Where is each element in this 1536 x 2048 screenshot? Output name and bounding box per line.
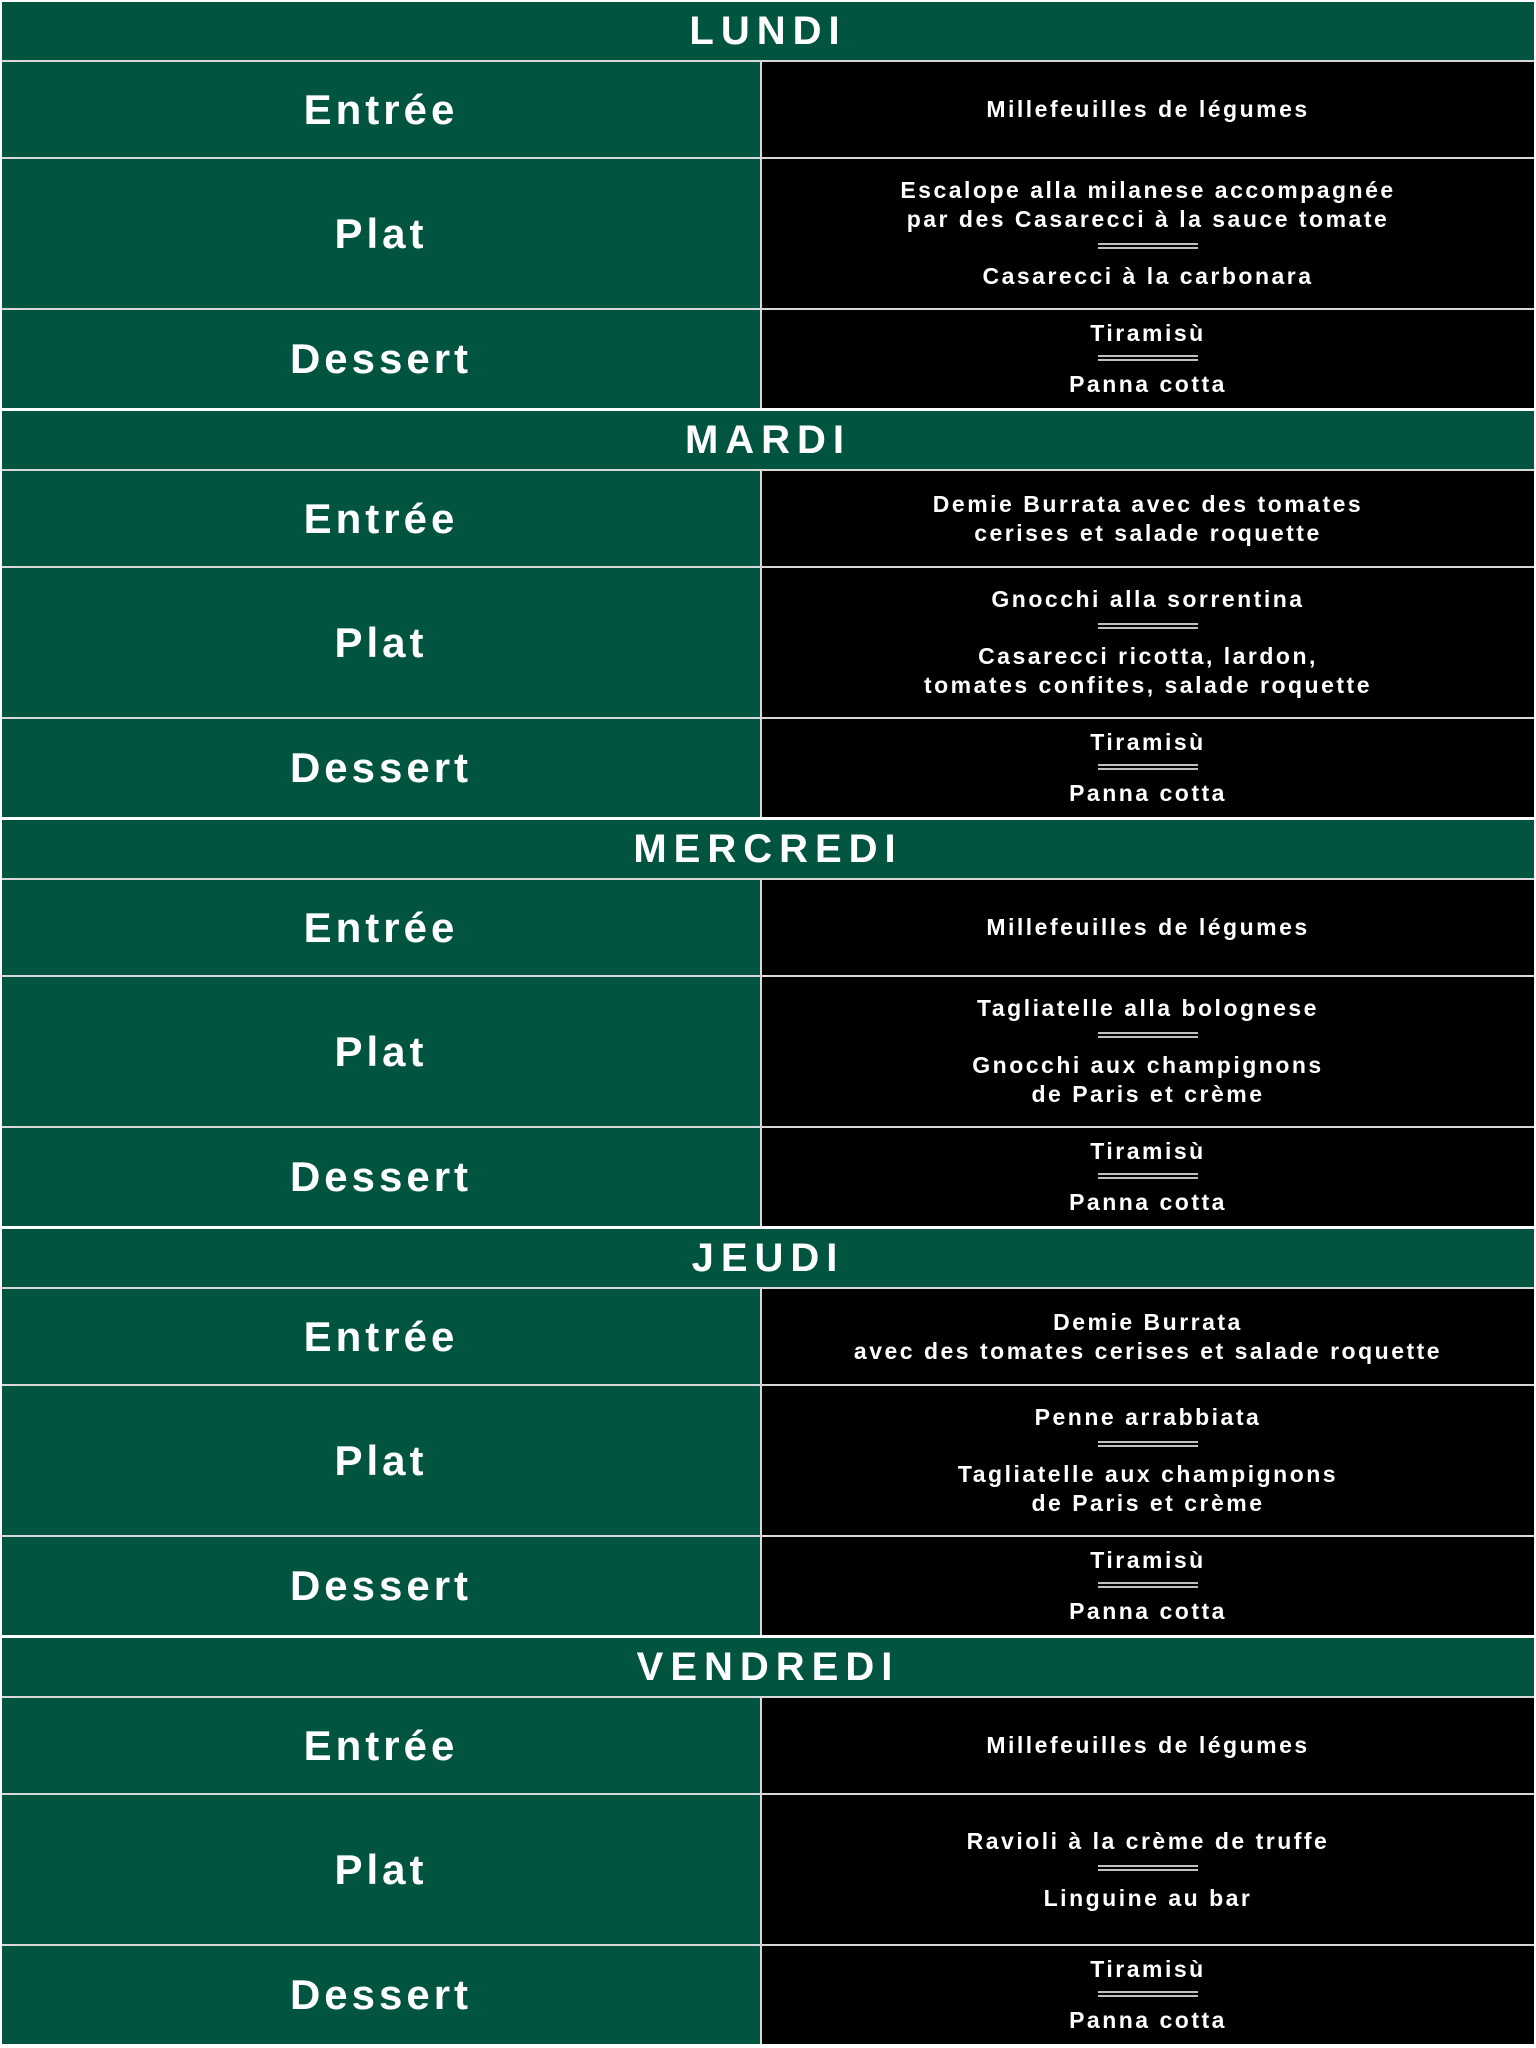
- day-title: MARDI: [2, 411, 1534, 471]
- course-dishes: [762, 568, 1534, 717]
- course-row: [2, 719, 1534, 817]
- dish-name: Tagliatelle aux champignons de Paris et crème: [957, 1461, 1339, 1516]
- dish-name: Panna cotta: [1069, 371, 1227, 397]
- course-row: [2, 977, 1534, 1128]
- day-section-4: [2, 1638, 1534, 2046]
- dish-name: Demie Burrata avec des tomates cerises et salade roquette: [853, 1308, 1443, 1364]
- double-line-divider: [1098, 764, 1198, 770]
- double-line-divider: [1098, 1865, 1198, 1871]
- double-line-divider: [1098, 1582, 1198, 1588]
- course-label: Plat: [2, 977, 762, 1126]
- course-label: Entrée: [2, 471, 762, 566]
- course-label: Entrée: [2, 880, 762, 975]
- course-dishes: [762, 62, 1534, 157]
- dish-name: Tiramisù: [1090, 729, 1206, 755]
- course-label: Plat: [2, 1795, 762, 1944]
- course-row: [2, 1128, 1534, 1226]
- dish-name: Tiramisù: [1090, 320, 1206, 346]
- course-label: Entrée: [2, 1698, 762, 1793]
- course-label: Dessert: [2, 719, 762, 817]
- dish-name: Panna cotta: [1069, 2007, 1227, 2033]
- dish-name: Linguine au bar: [1043, 1884, 1253, 1911]
- dish-name: Penne arrabbiata: [1034, 1404, 1262, 1430]
- dish-name: Casarecci à la carbonara: [982, 263, 1314, 289]
- day-section-1: [2, 411, 1534, 819]
- course-label: Entrée: [2, 62, 762, 157]
- course-row: [2, 1698, 1534, 1795]
- dish-name: Casarecci ricotta, lardon, tomates confites, salade roquette: [923, 643, 1373, 698]
- course-label: Dessert: [2, 310, 762, 408]
- course-dishes: [762, 1946, 1534, 2044]
- dish-name: Ravioli à la crème de truffe: [966, 1827, 1330, 1854]
- course-dishes: [762, 1386, 1534, 1535]
- day-title: VENDREDI: [2, 1638, 1534, 1698]
- course-dishes: [762, 977, 1534, 1126]
- course-dishes: [762, 1795, 1534, 1944]
- course-row: [2, 1537, 1534, 1635]
- double-line-divider: [1098, 243, 1198, 249]
- dish-name: Millefeuilles de légumes: [986, 1732, 1310, 1758]
- day-title: LUNDI: [2, 2, 1534, 62]
- course-row: [2, 1386, 1534, 1537]
- dish-name: Tiramisù: [1090, 1547, 1206, 1573]
- course-dishes: [762, 880, 1534, 975]
- course-label: Dessert: [2, 1128, 762, 1226]
- dish-name: Demie Burrata avec des tomates cerises et salade roquette: [932, 490, 1364, 546]
- course-dishes: [762, 1537, 1534, 1635]
- course-label: Plat: [2, 159, 762, 308]
- course-row: [2, 1946, 1534, 2044]
- course-dishes: [762, 1128, 1534, 1226]
- day-title: MERCREDI: [2, 820, 1534, 880]
- double-line-divider: [1098, 355, 1198, 361]
- course-row: [2, 310, 1534, 408]
- course-row: [2, 568, 1534, 719]
- day-section-2: [2, 820, 1534, 1228]
- dish-name: Tagliatelle alla bolognese: [977, 995, 1319, 1021]
- course-row: [2, 471, 1534, 568]
- double-line-divider: [1098, 1032, 1198, 1038]
- course-dishes: [762, 159, 1534, 308]
- course-row: [2, 1289, 1534, 1386]
- course-dishes: [762, 471, 1534, 566]
- course-row: [2, 880, 1534, 977]
- day-title: JEUDI: [2, 1229, 1534, 1289]
- dish-name: Millefeuilles de légumes: [986, 914, 1310, 940]
- dish-name: Panna cotta: [1069, 1189, 1227, 1215]
- dish-name: Gnocchi alla sorrentina: [991, 586, 1305, 612]
- weekly-menu: [2, 2, 1534, 2046]
- course-row: [2, 62, 1534, 159]
- double-line-divider: [1098, 1441, 1198, 1447]
- course-row: [2, 1795, 1534, 1946]
- double-line-divider: [1098, 1991, 1198, 1997]
- double-line-divider: [1098, 1173, 1198, 1179]
- course-label: Entrée: [2, 1289, 762, 1384]
- course-dishes: [762, 1698, 1534, 1793]
- dish-name: Panna cotta: [1069, 780, 1227, 806]
- course-label: Dessert: [2, 1946, 762, 2044]
- course-label: Plat: [2, 1386, 762, 1535]
- course-dishes: [762, 310, 1534, 408]
- dish-name: Panna cotta: [1069, 1598, 1227, 1624]
- dish-name: Tiramisù: [1090, 1138, 1206, 1164]
- dish-name: Escalope alla milanese accompagnée par des Casarecci à la sauce tomate: [900, 177, 1396, 232]
- course-label: Plat: [2, 568, 762, 717]
- day-section-0: [2, 2, 1534, 410]
- dish-name: Tiramisù: [1090, 1956, 1206, 1982]
- day-section-3: [2, 1229, 1534, 1637]
- dish-name: Gnocchi aux champignons de Paris et crème: [972, 1052, 1324, 1107]
- course-dishes: [762, 1289, 1534, 1384]
- course-dishes: [762, 719, 1534, 817]
- dish-name: Millefeuilles de légumes: [986, 96, 1310, 122]
- course-row: [2, 159, 1534, 310]
- double-line-divider: [1098, 623, 1198, 629]
- course-label: Dessert: [2, 1537, 762, 1635]
